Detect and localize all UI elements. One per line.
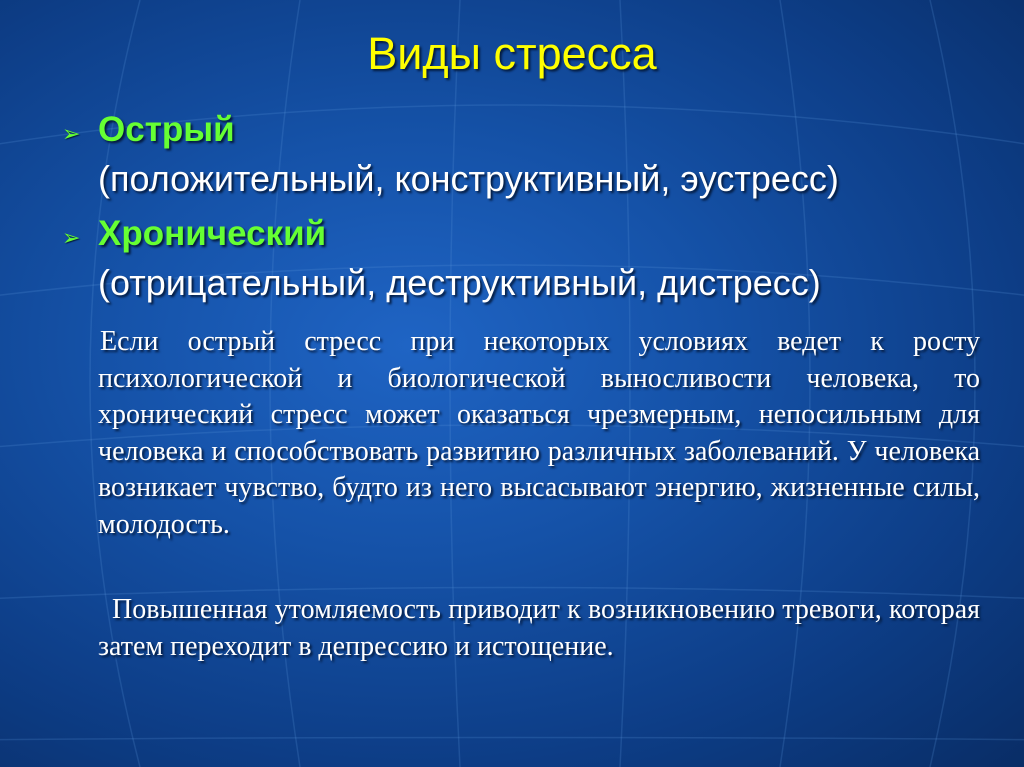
bullet-item-acute	[62, 110, 235, 150]
arrow-bullet-icon: ➢	[62, 121, 81, 146]
body-paragraph-1: Если острый стресс при некоторых условиях ведет к росту психологической и биологической выносливости человека, то хронический стресс может оказаться чрезмерным, непосильным для человека и способствовать развитию различных заболеваний. У человека возникает чувство, будто из него высасывают энергию, жизненные силы, молодость.	[98, 326, 980, 540]
bullet-label-chronic: Хронический	[98, 214, 327, 253]
body-paragraph-2: Повышенная утомляемость приводит к возникновению тревоги, которая затем переходит в депрессию и истощение.	[98, 594, 980, 662]
bullet-description-acute: (положительный, конструктивный, эустресс)	[98, 158, 839, 199]
bullet-item-chronic	[62, 214, 326, 254]
slide-title: Виды стресса	[367, 28, 657, 79]
bullet-description-chronic: (отрицательный, деструктивный, дистресс)	[98, 262, 821, 303]
arrow-bullet-icon: ➢	[62, 225, 81, 250]
bullet-label-acute: Острый	[98, 110, 235, 149]
